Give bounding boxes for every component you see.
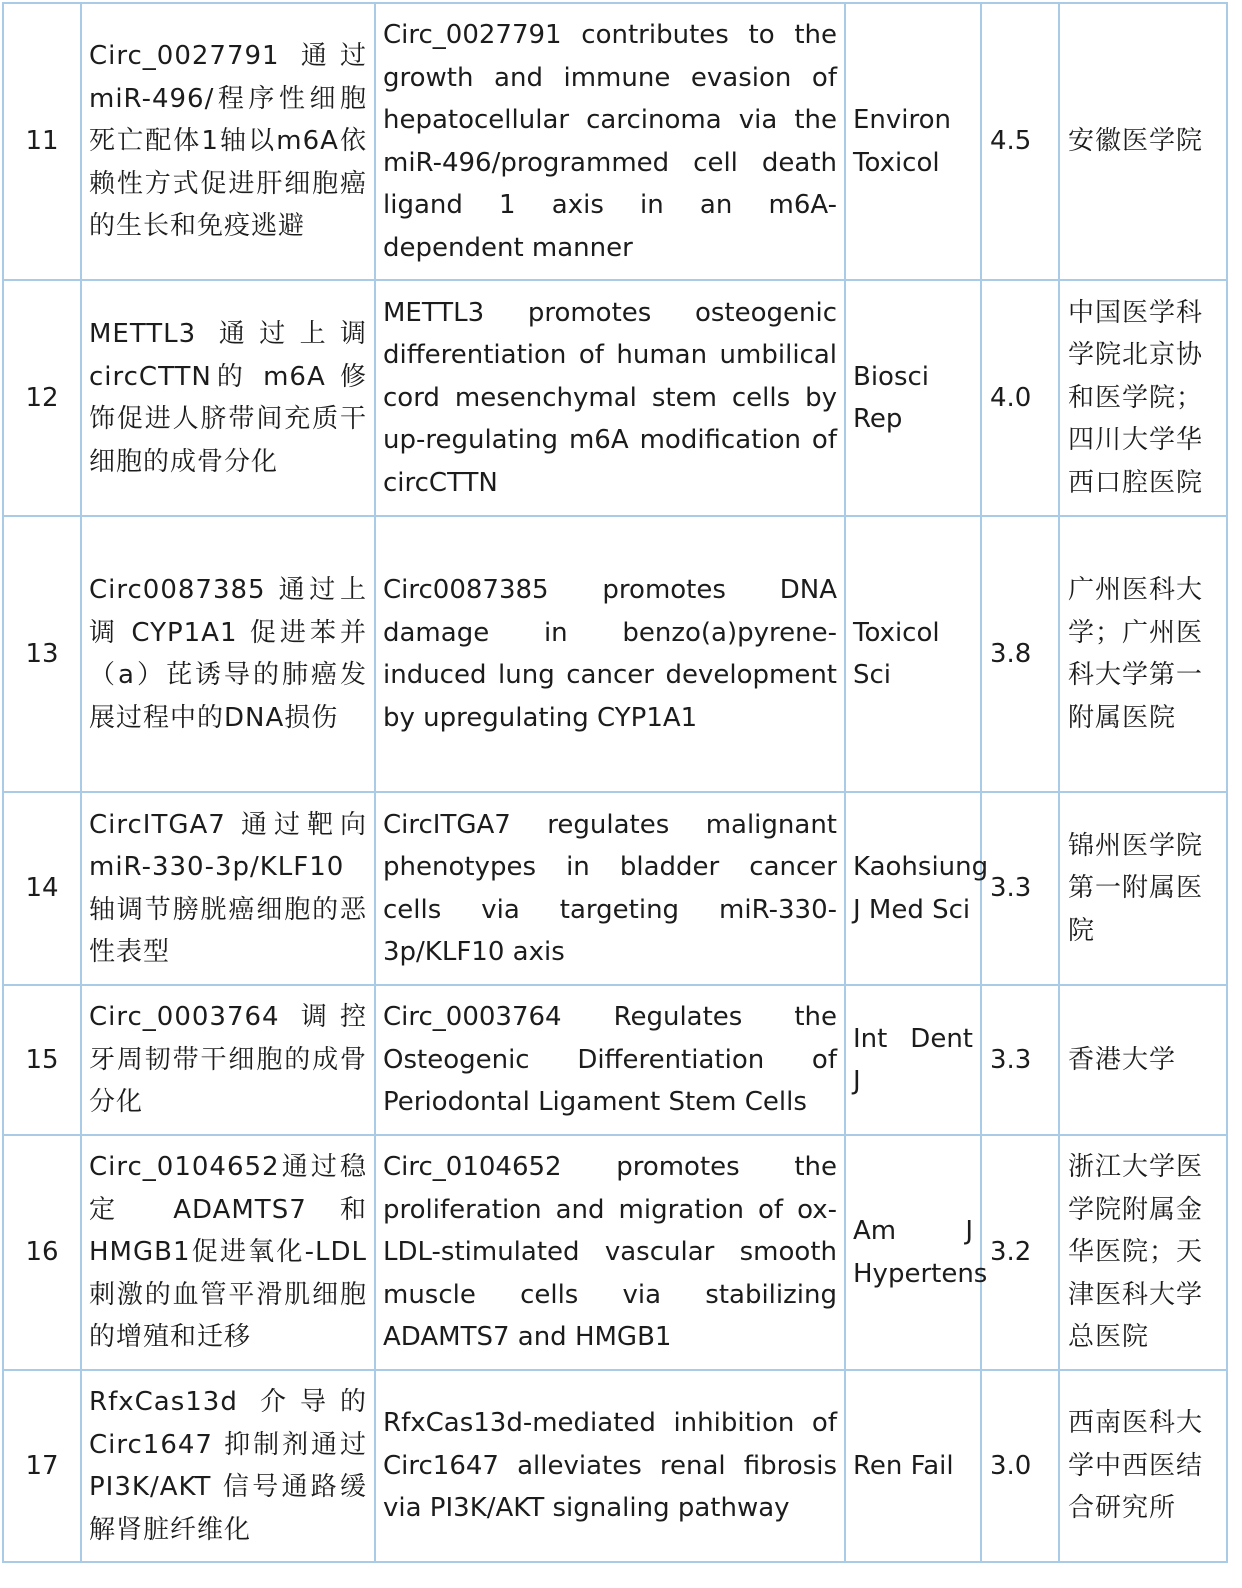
table-row	[3, 280, 1227, 516]
impact-factor: 4.0	[981, 280, 1059, 516]
chinese-title: RfxCas13d 介导的 Circ1647 抑制剂通过 PI3K/AKT 信号通路缓解肾脏纤维化	[81, 1370, 375, 1562]
chinese-title: CircITGA7 通过靶向 miR-330-3p/KLF10 轴调节膀胱癌细胞的恶性表型	[81, 792, 375, 985]
table-row	[3, 1135, 1227, 1370]
institution: 中国医学科学院北京协和医学院；四川大学华西口腔医院	[1059, 280, 1227, 516]
paper-table	[2, 2, 1228, 1563]
row-number: 16	[3, 1135, 81, 1370]
impact-factor: 3.3	[981, 985, 1059, 1135]
chinese-title: Circ0087385 通过上调 CYP1A1 促进苯并（a）芘诱导的肺癌发展过程中的DNA损伤	[81, 516, 375, 792]
journal: Toxicol Sci	[845, 516, 981, 792]
impact-factor: 3.8	[981, 516, 1059, 792]
row-number: 14	[3, 792, 81, 985]
english-title: Circ_0003764 Regulates the Osteogenic Differentiation of Periodontal Ligament Stem Cells	[375, 985, 845, 1135]
table-row	[3, 792, 1227, 985]
row-number: 15	[3, 985, 81, 1135]
english-title: Circ_0104652 promotes the proliferation and migration of ox-LDL-stimulated vascular smooth muscle cells via stabilizing ADAMTS7 and HMGB1	[375, 1135, 845, 1370]
institution: 香港大学	[1059, 985, 1227, 1135]
english-title: CircITGA7 regulates malignant phenotypes in bladder cancer cells via targeting miR-330-3p/KLF10 axis	[375, 792, 845, 985]
journal: Int Dent J	[845, 985, 981, 1135]
english-title: METTL3 promotes osteogenic differentiation of human umbilical cord mesenchymal stem cells by up-regulating m6A modification of circCTTN	[375, 280, 845, 516]
journal: Am J Hypertens	[845, 1135, 981, 1370]
chinese-title: METTL3 通过上调circCTTN的 m6A 修饰促进人脐带间充质干细胞的成骨分化	[81, 280, 375, 516]
journal: Biosci Rep	[845, 280, 981, 516]
impact-factor: 3.2	[981, 1135, 1059, 1370]
table-row	[3, 516, 1227, 792]
chinese-title: Circ_0003764 调控牙周韧带干细胞的成骨分化	[81, 985, 375, 1135]
row-number: 13	[3, 516, 81, 792]
institution: 安徽医学院	[1059, 3, 1227, 280]
chinese-title: Circ_0027791 通过miR-496/程序性细胞死亡配体1轴以m6A依赖性方式促进肝细胞癌的生长和免疫逃避	[81, 3, 375, 280]
row-number: 17	[3, 1370, 81, 1562]
table-row	[3, 985, 1227, 1135]
table-row	[3, 3, 1227, 280]
english-title: RfxCas13d-mediated inhibition of Circ1647 alleviates renal fibrosis via PI3K/AKT signaling pathway	[375, 1370, 845, 1562]
journal: Ren Fail	[845, 1370, 981, 1562]
row-number: 11	[3, 3, 81, 280]
impact-factor: 3.3	[981, 792, 1059, 985]
institution: 锦州医学院第一附属医院	[1059, 792, 1227, 985]
journal: Kaohsiung J Med Sci	[845, 792, 981, 985]
journal: Environ Toxicol	[845, 3, 981, 280]
table-row	[3, 1370, 1227, 1562]
institution: 浙江大学医学院附属金华医院；天津医科大学总医院	[1059, 1135, 1227, 1370]
row-number: 12	[3, 280, 81, 516]
chinese-title: Circ_0104652通过稳定 ADAMTS7 和 HMGB1促进氧化-LDL刺激的血管平滑肌细胞的增殖和迁移	[81, 1135, 375, 1370]
institution: 西南医科大学中西医结合研究所	[1059, 1370, 1227, 1562]
institution: 广州医科大学；广州医科大学第一附属医院	[1059, 516, 1227, 792]
impact-factor: 3.0	[981, 1370, 1059, 1562]
impact-factor: 4.5	[981, 3, 1059, 280]
english-title: Circ0087385 promotes DNA damage in benzo(a)pyrene-induced lung cancer development by upregulating CYP1A1	[375, 516, 845, 792]
english-title: Circ_0027791 contributes to the growth and immune evasion of hepatocellular carcinoma via the miR-496/programmed cell death ligand 1 axis in an m6A-dependent manner	[375, 3, 845, 280]
